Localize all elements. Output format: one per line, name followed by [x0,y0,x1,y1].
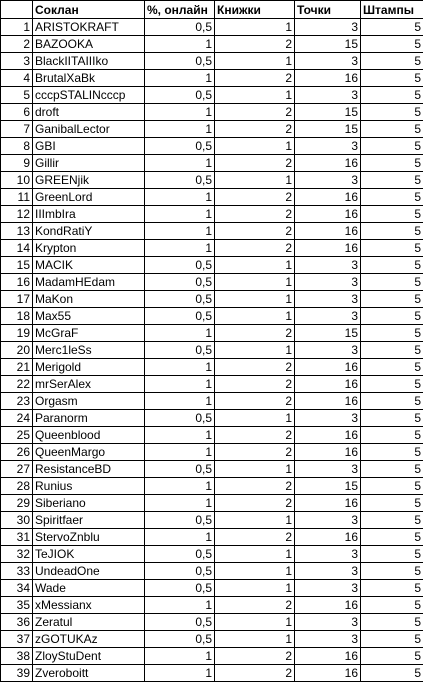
row-index: 9 [1,155,33,172]
row-index: 6 [1,104,33,121]
online-percent: 0,5 [145,19,215,36]
online-percent: 0,5 [145,308,215,325]
points-value: 3 [295,410,361,427]
table-row [1,495,423,512]
clanmate-name: KondRatiY [33,223,145,240]
stamps-value: 5 [361,155,423,172]
online-percent: 0,5 [145,410,215,427]
table-row [1,342,423,359]
table-row [1,308,423,325]
points-value: 16 [295,393,361,410]
clanmate-name: IIImbIra [33,206,145,223]
online-percent: 1 [145,36,215,53]
table-row [1,19,423,36]
online-percent: 0,5 [145,512,215,529]
points-value: 15 [295,121,361,138]
stamps-value: 5 [361,104,423,121]
table-row [1,376,423,393]
books-value: 1 [215,87,295,104]
books-value: 2 [215,70,295,87]
points-value: 16 [295,444,361,461]
books-value: 1 [215,580,295,597]
books-value: 2 [215,376,295,393]
table-row [1,631,423,648]
stamps-value: 5 [361,563,423,580]
books-value: 2 [215,444,295,461]
books-value: 2 [215,206,295,223]
row-index: 34 [1,580,33,597]
table-row [1,53,423,70]
online-percent: 1 [145,495,215,512]
row-index: 20 [1,342,33,359]
clanmate-name: xMessianx [33,597,145,614]
online-percent: 1 [145,427,215,444]
online-percent: 1 [145,529,215,546]
row-index: 38 [1,648,33,665]
points-value: 3 [295,53,361,70]
books-value: 2 [215,648,295,665]
points-value: 3 [295,580,361,597]
clanmate-name: GanibalLector [33,121,145,138]
clanmate-name: mrSerAlex [33,376,145,393]
points-value: 15 [295,478,361,495]
points-value: 3 [295,308,361,325]
table-row [1,189,423,206]
table-row [1,563,423,580]
online-percent: 1 [145,648,215,665]
online-percent: 0,5 [145,257,215,274]
table-row [1,427,423,444]
online-percent: 1 [145,155,215,172]
stamps-value: 5 [361,257,423,274]
clanmate-name: GREENjik [33,172,145,189]
table-row [1,70,423,87]
row-index: 27 [1,461,33,478]
clanmate-name: McGraF [33,325,145,342]
stamps-value: 5 [361,529,423,546]
row-index: 21 [1,359,33,376]
stamps-value: 5 [361,631,423,648]
stamps-value: 5 [361,648,423,665]
row-index: 36 [1,614,33,631]
books-value: 1 [215,410,295,427]
points-value: 16 [295,240,361,257]
online-percent: 0,5 [145,461,215,478]
stamps-value: 5 [361,121,423,138]
row-index: 8 [1,138,33,155]
table-row [1,461,423,478]
clanmate-name: QueenMargo [33,444,145,461]
row-index: 31 [1,529,33,546]
table-row [1,648,423,665]
points-value: 3 [295,257,361,274]
books-value: 2 [215,104,295,121]
stamps-value: 5 [361,138,423,155]
row-index: 10 [1,172,33,189]
stamps-value: 5 [361,274,423,291]
table-row [1,87,423,104]
table-row [1,223,423,240]
stamps-value: 5 [361,444,423,461]
stamps-value: 5 [361,342,423,359]
books-value: 2 [215,223,295,240]
online-percent: 0,5 [145,342,215,359]
clanmate-name: Krypton [33,240,145,257]
online-percent: 1 [145,597,215,614]
stamps-value: 5 [361,223,423,240]
points-value: 16 [295,427,361,444]
points-value: 16 [295,665,361,682]
stamps-value: 5 [361,359,423,376]
points-value: 15 [295,36,361,53]
row-index: 37 [1,631,33,648]
points-value: 15 [295,325,361,342]
table-row [1,665,423,682]
row-index: 33 [1,563,33,580]
points-value: 3 [295,291,361,308]
clanmate-name: Merigold [33,359,145,376]
books-value: 2 [215,665,295,682]
books-value: 2 [215,529,295,546]
header-books: Книжки [215,1,295,19]
table-row [1,444,423,461]
stamps-value: 5 [361,461,423,478]
row-index: 16 [1,274,33,291]
stamps-value: 5 [361,172,423,189]
online-percent: 1 [145,376,215,393]
books-value: 1 [215,308,295,325]
online-percent: 1 [145,189,215,206]
books-value: 2 [215,121,295,138]
row-index: 18 [1,308,33,325]
header-clanmate: Соклан [33,1,145,19]
online-percent: 0,5 [145,631,215,648]
row-index: 28 [1,478,33,495]
clanmate-name: GreenLord [33,189,145,206]
table-row [1,206,423,223]
clanmate-name: Wade [33,580,145,597]
clanmate-name: Runius [33,478,145,495]
books-value: 2 [215,393,295,410]
books-value: 2 [215,427,295,444]
row-index: 35 [1,597,33,614]
online-percent: 1 [145,359,215,376]
table-row [1,104,423,121]
stamps-value: 5 [361,393,423,410]
stamps-value: 5 [361,376,423,393]
stamps-value: 5 [361,478,423,495]
stamps-value: 5 [361,614,423,631]
points-value: 3 [295,274,361,291]
row-index: 2 [1,36,33,53]
books-value: 2 [215,155,295,172]
table-row [1,597,423,614]
online-percent: 0,5 [145,580,215,597]
points-value: 3 [295,138,361,155]
points-value: 16 [295,376,361,393]
online-percent: 1 [145,665,215,682]
row-index: 30 [1,512,33,529]
points-value: 16 [295,155,361,172]
clanmate-name: StervoZnblu [33,529,145,546]
online-percent: 0,5 [145,546,215,563]
table-row [1,257,423,274]
header-stamps: Штампы [361,1,423,19]
clanmate-name: MaKon [33,291,145,308]
table-row [1,240,423,257]
books-value: 1 [215,291,295,308]
row-index: 11 [1,189,33,206]
points-value: 16 [295,223,361,240]
clanmate-name: ZloyStuDent [33,648,145,665]
online-percent: 1 [145,478,215,495]
row-index: 32 [1,546,33,563]
online-percent: 1 [145,104,215,121]
online-percent: 1 [145,240,215,257]
row-index: 23 [1,393,33,410]
stamps-value: 5 [361,36,423,53]
table-row [1,138,423,155]
stamps-value: 5 [361,325,423,342]
stamps-value: 5 [361,495,423,512]
table-row [1,291,423,308]
table-row [1,614,423,631]
points-value: 3 [295,563,361,580]
clanmate-name: Max55 [33,308,145,325]
clanmate-name: Zveroboitt [33,665,145,682]
stamps-value: 5 [361,87,423,104]
stamps-value: 5 [361,597,423,614]
row-index: 5 [1,87,33,104]
row-index: 12 [1,206,33,223]
points-value: 3 [295,614,361,631]
books-value: 1 [215,631,295,648]
online-percent: 1 [145,70,215,87]
row-index: 26 [1,444,33,461]
books-value: 1 [215,53,295,70]
clanmate-name: Paranorm [33,410,145,427]
points-value: 16 [295,495,361,512]
books-value: 2 [215,478,295,495]
books-value: 1 [215,342,295,359]
stamps-value: 5 [361,70,423,87]
books-value: 2 [215,325,295,342]
header-index [1,1,33,19]
books-value: 1 [215,172,295,189]
table-row [1,359,423,376]
table-row [1,546,423,563]
clanmate-name: GBI [33,138,145,155]
table-row [1,325,423,342]
online-percent: 0,5 [145,172,215,189]
clanmate-name: ResistanceBD [33,461,145,478]
table-row [1,529,423,546]
points-value: 3 [295,512,361,529]
books-value: 2 [215,189,295,206]
row-index: 29 [1,495,33,512]
row-index: 13 [1,223,33,240]
stamps-value: 5 [361,291,423,308]
table-row [1,121,423,138]
stamps-value: 5 [361,19,423,36]
books-value: 2 [215,495,295,512]
books-value: 1 [215,19,295,36]
stamps-value: 5 [361,580,423,597]
points-value: 3 [295,461,361,478]
clanmate-name: BrutalXaBk [33,70,145,87]
stamps-value: 5 [361,53,423,70]
clanmate-name: BlackIITAIIIko [33,53,145,70]
online-percent: 1 [145,444,215,461]
row-index: 15 [1,257,33,274]
clanmate-name: MadamHEdam [33,274,145,291]
row-index: 1 [1,19,33,36]
online-percent: 0,5 [145,53,215,70]
stamps-value: 5 [361,189,423,206]
clanmate-name: ARISTOKRAFT [33,19,145,36]
stamps-value: 5 [361,427,423,444]
points-value: 16 [295,70,361,87]
clanmate-name: Queenblood [33,427,145,444]
row-index: 22 [1,376,33,393]
row-index: 4 [1,70,33,87]
books-value: 2 [215,359,295,376]
row-index: 3 [1,53,33,70]
points-value: 3 [295,342,361,359]
points-value: 16 [295,206,361,223]
clanmate-name: UndeadOne [33,563,145,580]
stamps-value: 5 [361,546,423,563]
stamps-value: 5 [361,665,423,682]
table-row [1,393,423,410]
clanmate-name: BAZOOKA [33,36,145,53]
online-percent: 1 [145,223,215,240]
online-percent: 1 [145,393,215,410]
points-value: 3 [295,631,361,648]
table-row [1,580,423,597]
header-row [1,1,423,19]
books-value: 1 [215,257,295,274]
books-value: 2 [215,36,295,53]
books-value: 1 [215,563,295,580]
books-value: 1 [215,138,295,155]
table-row [1,155,423,172]
row-index: 24 [1,410,33,427]
stamps-value: 5 [361,410,423,427]
clanmate-name: MACIK [33,257,145,274]
books-value: 1 [215,512,295,529]
points-value: 16 [295,597,361,614]
books-value: 1 [215,461,295,478]
online-percent: 1 [145,121,215,138]
table-row [1,172,423,189]
row-index: 7 [1,121,33,138]
header-points: Точки [295,1,361,19]
points-value: 16 [295,359,361,376]
points-value: 16 [295,189,361,206]
points-value: 3 [295,172,361,189]
clanmate-name: TeJIOK [33,546,145,563]
online-percent: 0,5 [145,274,215,291]
row-index: 19 [1,325,33,342]
online-percent: 1 [145,206,215,223]
online-percent: 0,5 [145,87,215,104]
clanmate-name: zGOTUKAz [33,631,145,648]
clanmate-name: Merc1leSs [33,342,145,359]
clanmate-name: Gillir [33,155,145,172]
points-value: 15 [295,104,361,121]
stamps-value: 5 [361,308,423,325]
clanmate-name: Zeratul [33,614,145,631]
table-row [1,36,423,53]
table-body [1,19,423,682]
online-percent: 0,5 [145,291,215,308]
points-value: 16 [295,529,361,546]
stamps-value: 5 [361,206,423,223]
points-value: 3 [295,546,361,563]
row-index: 39 [1,665,33,682]
books-value: 1 [215,274,295,291]
books-value: 1 [215,614,295,631]
online-percent: 0,5 [145,614,215,631]
table-row [1,478,423,495]
clanmate-name: Spiritfaer [33,512,145,529]
row-index: 14 [1,240,33,257]
online-percent: 1 [145,325,215,342]
row-index: 25 [1,427,33,444]
table-row [1,512,423,529]
table-row [1,410,423,427]
books-value: 2 [215,240,295,257]
clanmate-name: Orgasm [33,393,145,410]
points-value: 16 [295,648,361,665]
books-value: 2 [215,597,295,614]
points-value: 3 [295,87,361,104]
clanmate-name: cccpSTALINcccp [33,87,145,104]
table-row [1,274,423,291]
online-percent: 0,5 [145,138,215,155]
stamps-value: 5 [361,512,423,529]
online-percent: 0,5 [145,563,215,580]
stamps-value: 5 [361,240,423,257]
points-value: 3 [295,19,361,36]
books-value: 1 [215,546,295,563]
clanmate-name: droft [33,104,145,121]
clanmate-name: Siberiano [33,495,145,512]
row-index: 17 [1,291,33,308]
header-online-percent: %, онлайн [145,1,215,19]
